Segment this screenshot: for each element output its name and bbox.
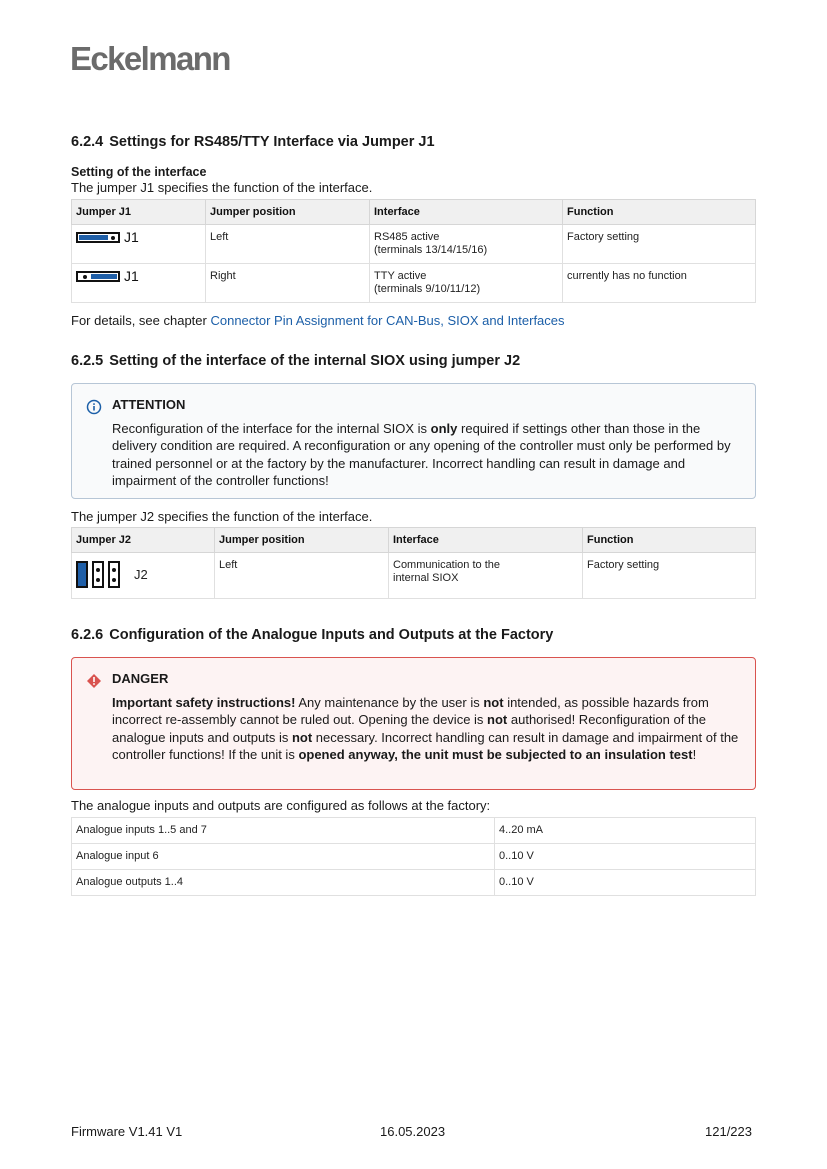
section-number: 6.2.4 xyxy=(71,134,104,150)
table-cell xyxy=(72,264,206,303)
footer-page-number: 121/223 xyxy=(705,1124,752,1139)
table-row xyxy=(72,870,756,896)
text-run: Any maintenance by the user is xyxy=(295,694,484,710)
table-header-row xyxy=(72,200,756,225)
jumper-pin-block xyxy=(76,561,88,588)
table-header: Jumper position xyxy=(206,200,370,225)
table-cell: Analogue input 6 xyxy=(72,844,495,870)
jumper-label: J1 xyxy=(124,229,139,245)
jumper-body xyxy=(76,271,120,282)
table-cell: Factory setting xyxy=(583,553,756,599)
section-heading-624 xyxy=(71,134,435,150)
footer-firmware: Firmware V1.41 V1 xyxy=(71,1124,183,1139)
table-cell: Analogue outputs 1..4 xyxy=(72,870,495,896)
table-cell xyxy=(72,225,206,264)
table-cell: Factory setting xyxy=(563,225,756,264)
intro-text: The jumper J1 specifies the function of the interface. xyxy=(71,180,373,195)
interface-line: TTY active xyxy=(374,270,427,282)
section-title: Configuration of the Analogue Inputs and Outputs at the Factory xyxy=(109,627,554,643)
jumper-fill xyxy=(91,274,117,279)
jumper-label: J2 xyxy=(134,567,148,582)
table-cell xyxy=(370,225,563,264)
section-heading-625 xyxy=(71,353,520,369)
bold-run: only xyxy=(430,420,458,436)
table-header: Jumper position xyxy=(215,528,389,553)
table-header: Interface xyxy=(370,200,563,225)
bold-run: not xyxy=(487,712,508,727)
table-cell: Left xyxy=(215,553,389,599)
bold-run: opened anyway, the unit must be subjected to an insulation test xyxy=(298,747,693,762)
text-run: intended, as possible hazards from incorrect re-assembly cannot be ruled out. Opening the device is xyxy=(112,694,709,727)
table-cell: 0..10 V xyxy=(495,870,756,896)
table-header: Interface xyxy=(389,528,583,553)
bold-run: not xyxy=(291,729,313,745)
pin-dot xyxy=(112,578,116,582)
intro-text: The jumper J2 specifies the function of the interface. xyxy=(71,509,373,524)
jumper-body xyxy=(76,232,120,243)
table-cell: 4..20 mA xyxy=(495,818,756,844)
table-header: Jumper J1 xyxy=(72,200,206,225)
bold-run: not xyxy=(483,694,504,710)
bold-run: Important safety instructions! xyxy=(112,694,296,710)
danger-notice xyxy=(71,657,756,790)
attention-notice xyxy=(71,383,756,499)
jumper-label: J1 xyxy=(124,268,139,284)
jumper-j2-table xyxy=(71,527,756,599)
section-title: Settings for RS485/TTY Interface via Jumper J1 xyxy=(109,134,435,150)
details-prefix: For details, see chapter xyxy=(71,313,211,328)
jumper-pin xyxy=(83,275,87,279)
section-heading-626 xyxy=(71,627,553,643)
table-row xyxy=(72,818,756,844)
intro-text: The analogue inputs and outputs are configured as follows at the factory: xyxy=(71,798,491,813)
table-header: Function xyxy=(563,200,756,225)
jumper-pin xyxy=(111,236,115,240)
interface-terminals: (terminals 13/14/15/16) xyxy=(374,244,488,256)
table-row xyxy=(72,264,756,303)
table-cell: Right xyxy=(206,264,370,303)
jumper-right-diagram xyxy=(76,270,139,283)
analogue-config-table xyxy=(71,817,756,896)
text-run: necessary. Incorrect handling can result in damage and impairment of the controller functions! If the unit is xyxy=(112,729,739,762)
attention-body xyxy=(112,420,741,490)
table-cell: Left xyxy=(206,225,370,264)
section-number: 6.2.6 xyxy=(71,627,104,643)
danger-body xyxy=(112,694,741,764)
pin-dot xyxy=(112,568,116,572)
table-cell xyxy=(389,553,583,599)
interface-line: RS485 active xyxy=(374,231,440,243)
table-cell xyxy=(72,553,215,599)
pin-dot xyxy=(96,578,100,582)
table-row xyxy=(72,844,756,870)
table-cell: Analogue inputs 1..5 and 7 xyxy=(72,818,495,844)
danger-icon xyxy=(86,673,102,694)
subheading: Setting of the interface xyxy=(71,165,207,179)
section-number: 6.2.5 xyxy=(71,353,104,369)
text-run: authorised! Reconfiguration of the analogue inputs and outputs is xyxy=(112,712,707,745)
text-run: ! xyxy=(692,747,697,762)
table-header: Function xyxy=(583,528,756,553)
interface-line: Communication to the xyxy=(393,559,500,571)
section-title: Setting of the interface of the internal SIOX using jumper J2 xyxy=(109,353,521,369)
table-row xyxy=(72,553,756,599)
attention-title: ATTENTION xyxy=(112,397,186,412)
jumper-j1-table xyxy=(71,199,756,303)
table-header-row xyxy=(72,528,756,553)
danger-title: DANGER xyxy=(112,671,169,686)
table-row xyxy=(72,225,756,264)
text-run: Reconfiguration of the interface for the internal SIOX is xyxy=(112,420,431,436)
footer-date: 16.05.2023 xyxy=(380,1124,446,1139)
eckelmann-logo: Eckelmann xyxy=(70,40,230,77)
table-header: Jumper J2 xyxy=(72,528,215,553)
text-run: required if settings other than those in the delivery condition are required. A reconfiguration or any opening of the controller must only be performed by trained personnel or at the factory by the manufacturer. Incorrect handling can result in damage and impairment of the controller functions! xyxy=(112,420,731,488)
info-icon xyxy=(86,399,102,420)
jumper-pin-block xyxy=(92,561,104,588)
interface-line: internal SIOX xyxy=(393,572,459,584)
interface-terminals: (terminals 9/10/11/12) xyxy=(374,283,481,295)
jumper-fill xyxy=(79,235,108,240)
jumper-left-diagram xyxy=(76,231,139,244)
table-cell: currently has no function xyxy=(563,264,756,303)
jumper-j2-diagram xyxy=(76,561,148,588)
chapter-link[interactable]: Connector Pin Assignment for CAN-Bus, SIOX and Interfaces xyxy=(210,313,565,328)
pin-dot xyxy=(96,568,100,572)
table-cell: 0..10 V xyxy=(495,844,756,870)
table-cell xyxy=(370,264,563,303)
details-paragraph xyxy=(71,313,565,328)
jumper-pin-block xyxy=(108,561,120,588)
